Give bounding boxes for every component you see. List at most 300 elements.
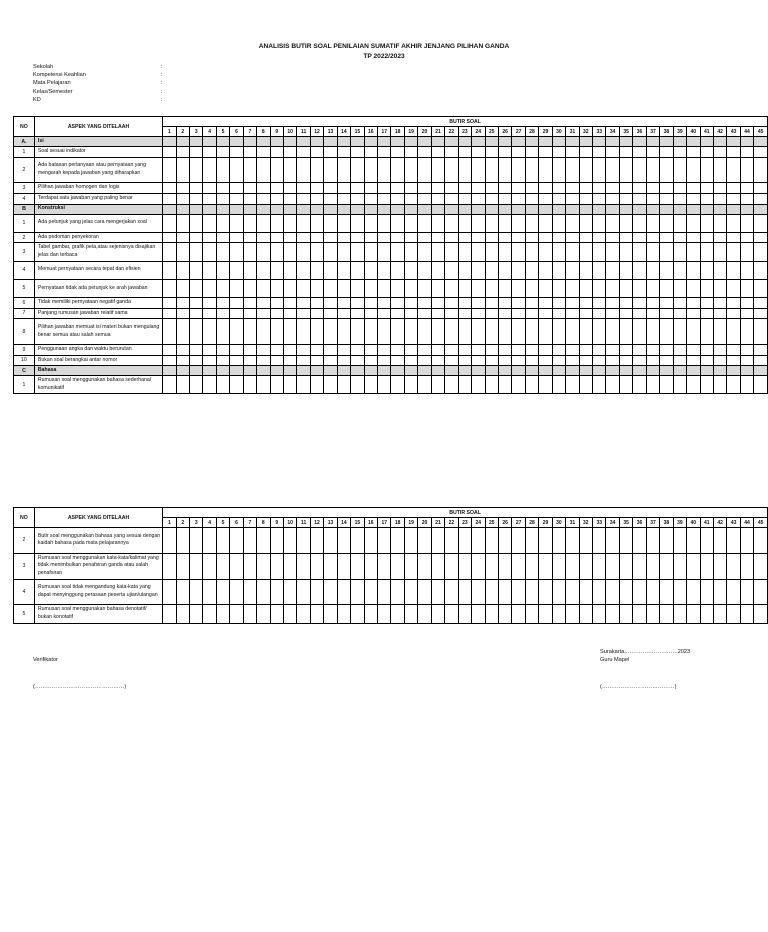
check-cell[interactable] xyxy=(673,355,686,366)
check-cell[interactable] xyxy=(431,297,444,308)
check-cell[interactable] xyxy=(364,193,377,204)
check-cell[interactable] xyxy=(754,137,768,147)
check-cell[interactable] xyxy=(364,279,377,297)
check-cell[interactable] xyxy=(351,232,364,243)
check-cell[interactable] xyxy=(646,183,659,194)
check-cell[interactable] xyxy=(337,147,350,158)
check-cell[interactable] xyxy=(713,528,726,554)
check-cell[interactable] xyxy=(337,232,350,243)
check-cell[interactable] xyxy=(163,297,176,308)
check-cell[interactable] xyxy=(619,147,632,158)
check-cell[interactable] xyxy=(163,204,176,214)
check-cell[interactable] xyxy=(485,137,498,147)
check-cell[interactable] xyxy=(404,319,417,345)
check-cell[interactable] xyxy=(445,579,458,605)
check-cell[interactable] xyxy=(485,214,498,232)
check-cell[interactable] xyxy=(243,279,256,297)
check-cell[interactable] xyxy=(216,204,229,214)
check-cell[interactable] xyxy=(203,147,216,158)
check-cell[interactable] xyxy=(579,344,592,355)
check-cell[interactable] xyxy=(633,243,646,261)
check-cell[interactable] xyxy=(257,137,270,147)
check-cell[interactable] xyxy=(190,204,203,214)
check-cell[interactable] xyxy=(297,279,310,297)
check-cell[interactable] xyxy=(673,193,686,204)
check-cell[interactable] xyxy=(673,204,686,214)
check-cell[interactable] xyxy=(230,319,243,345)
check-cell[interactable] xyxy=(216,297,229,308)
check-cell[interactable] xyxy=(391,183,404,194)
check-cell[interactable] xyxy=(283,204,296,214)
check-cell[interactable] xyxy=(566,147,579,158)
check-cell[interactable] xyxy=(190,579,203,605)
check-cell[interactable] xyxy=(324,376,337,394)
check-cell[interactable] xyxy=(163,214,176,232)
check-cell[interactable] xyxy=(283,157,296,183)
check-cell[interactable] xyxy=(418,553,431,579)
check-cell[interactable] xyxy=(176,204,189,214)
check-cell[interactable] xyxy=(713,232,726,243)
check-cell[interactable] xyxy=(203,355,216,366)
check-cell[interactable] xyxy=(687,297,700,308)
check-cell[interactable] xyxy=(257,366,270,376)
check-cell[interactable] xyxy=(512,137,525,147)
check-cell[interactable] xyxy=(445,355,458,366)
check-cell[interactable] xyxy=(525,579,538,605)
check-cell[interactable] xyxy=(606,344,619,355)
check-cell[interactable] xyxy=(283,297,296,308)
check-cell[interactable] xyxy=(364,243,377,261)
check-cell[interactable] xyxy=(378,214,391,232)
check-cell[interactable] xyxy=(351,297,364,308)
check-cell[interactable] xyxy=(606,243,619,261)
check-cell[interactable] xyxy=(190,147,203,158)
check-cell[interactable] xyxy=(593,528,606,554)
check-cell[interactable] xyxy=(687,157,700,183)
check-cell[interactable] xyxy=(431,204,444,214)
check-cell[interactable] xyxy=(700,183,713,194)
check-cell[interactable] xyxy=(498,297,511,308)
check-cell[interactable] xyxy=(190,297,203,308)
check-cell[interactable] xyxy=(498,553,511,579)
check-cell[interactable] xyxy=(593,261,606,279)
check-cell[interactable] xyxy=(297,344,310,355)
check-cell[interactable] xyxy=(364,344,377,355)
check-cell[interactable] xyxy=(485,261,498,279)
check-cell[interactable] xyxy=(176,193,189,204)
check-cell[interactable] xyxy=(512,261,525,279)
check-cell[interactable] xyxy=(297,243,310,261)
check-cell[interactable] xyxy=(498,193,511,204)
check-cell[interactable] xyxy=(579,137,592,147)
check-cell[interactable] xyxy=(700,528,713,554)
check-cell[interactable] xyxy=(163,308,176,319)
check-cell[interactable] xyxy=(727,553,740,579)
check-cell[interactable] xyxy=(190,279,203,297)
check-cell[interactable] xyxy=(391,157,404,183)
check-cell[interactable] xyxy=(257,376,270,394)
check-cell[interactable] xyxy=(324,355,337,366)
check-cell[interactable] xyxy=(713,193,726,204)
check-cell[interactable] xyxy=(552,147,565,158)
check-cell[interactable] xyxy=(163,366,176,376)
check-cell[interactable] xyxy=(498,261,511,279)
check-cell[interactable] xyxy=(687,528,700,554)
check-cell[interactable] xyxy=(713,243,726,261)
check-cell[interactable] xyxy=(525,193,538,204)
check-cell[interactable] xyxy=(646,319,659,345)
check-cell[interactable] xyxy=(539,297,552,308)
check-cell[interactable] xyxy=(176,605,189,623)
check-cell[interactable] xyxy=(310,137,323,147)
check-cell[interactable] xyxy=(270,528,283,554)
check-cell[interactable] xyxy=(512,344,525,355)
check-cell[interactable] xyxy=(364,204,377,214)
check-cell[interactable] xyxy=(378,579,391,605)
check-cell[interactable] xyxy=(391,243,404,261)
check-cell[interactable] xyxy=(512,279,525,297)
check-cell[interactable] xyxy=(351,147,364,158)
check-cell[interactable] xyxy=(257,232,270,243)
check-cell[interactable] xyxy=(619,214,632,232)
check-cell[interactable] xyxy=(485,553,498,579)
check-cell[interactable] xyxy=(176,344,189,355)
check-cell[interactable] xyxy=(243,579,256,605)
check-cell[interactable] xyxy=(257,344,270,355)
check-cell[interactable] xyxy=(579,319,592,345)
check-cell[interactable] xyxy=(243,376,256,394)
check-cell[interactable] xyxy=(566,214,579,232)
check-cell[interactable] xyxy=(498,528,511,554)
check-cell[interactable] xyxy=(337,261,350,279)
check-cell[interactable] xyxy=(163,261,176,279)
check-cell[interactable] xyxy=(485,579,498,605)
check-cell[interactable] xyxy=(727,137,740,147)
check-cell[interactable] xyxy=(512,204,525,214)
check-cell[interactable] xyxy=(713,183,726,194)
check-cell[interactable] xyxy=(660,232,673,243)
check-cell[interactable] xyxy=(310,297,323,308)
check-cell[interactable] xyxy=(230,366,243,376)
check-cell[interactable] xyxy=(391,366,404,376)
check-cell[interactable] xyxy=(660,319,673,345)
check-cell[interactable] xyxy=(552,137,565,147)
check-cell[interactable] xyxy=(243,193,256,204)
check-cell[interactable] xyxy=(660,157,673,183)
check-cell[interactable] xyxy=(378,605,391,623)
check-cell[interactable] xyxy=(673,308,686,319)
check-cell[interactable] xyxy=(216,344,229,355)
check-cell[interactable] xyxy=(364,366,377,376)
check-cell[interactable] xyxy=(230,261,243,279)
check-cell[interactable] xyxy=(257,355,270,366)
check-cell[interactable] xyxy=(687,147,700,158)
check-cell[interactable] xyxy=(619,279,632,297)
check-cell[interactable] xyxy=(337,308,350,319)
check-cell[interactable] xyxy=(660,279,673,297)
check-cell[interactable] xyxy=(539,319,552,345)
check-cell[interactable] xyxy=(566,528,579,554)
check-cell[interactable] xyxy=(190,366,203,376)
check-cell[interactable] xyxy=(660,528,673,554)
check-cell[interactable] xyxy=(472,319,485,345)
check-cell[interactable] xyxy=(257,319,270,345)
check-cell[interactable] xyxy=(727,308,740,319)
check-cell[interactable] xyxy=(593,137,606,147)
check-cell[interactable] xyxy=(713,214,726,232)
check-cell[interactable] xyxy=(633,214,646,232)
check-cell[interactable] xyxy=(324,183,337,194)
check-cell[interactable] xyxy=(754,147,768,158)
check-cell[interactable] xyxy=(606,355,619,366)
check-cell[interactable] xyxy=(593,579,606,605)
check-cell[interactable] xyxy=(539,261,552,279)
check-cell[interactable] xyxy=(230,553,243,579)
check-cell[interactable] xyxy=(310,376,323,394)
check-cell[interactable] xyxy=(445,261,458,279)
check-cell[interactable] xyxy=(727,183,740,194)
check-cell[interactable] xyxy=(270,157,283,183)
check-cell[interactable] xyxy=(633,366,646,376)
check-cell[interactable] xyxy=(498,308,511,319)
check-cell[interactable] xyxy=(270,605,283,623)
check-cell[interactable] xyxy=(512,605,525,623)
check-cell[interactable] xyxy=(539,376,552,394)
check-cell[interactable] xyxy=(727,147,740,158)
check-cell[interactable] xyxy=(539,147,552,158)
check-cell[interactable] xyxy=(552,279,565,297)
check-cell[interactable] xyxy=(176,183,189,194)
check-cell[interactable] xyxy=(337,297,350,308)
check-cell[interactable] xyxy=(190,183,203,194)
check-cell[interactable] xyxy=(633,344,646,355)
check-cell[interactable] xyxy=(404,147,417,158)
check-cell[interactable] xyxy=(364,579,377,605)
check-cell[interactable] xyxy=(633,579,646,605)
check-cell[interactable] xyxy=(646,232,659,243)
check-cell[interactable] xyxy=(472,279,485,297)
check-cell[interactable] xyxy=(700,366,713,376)
check-cell[interactable] xyxy=(740,528,753,554)
check-cell[interactable] xyxy=(727,528,740,554)
check-cell[interactable] xyxy=(525,376,538,394)
check-cell[interactable] xyxy=(713,344,726,355)
check-cell[interactable] xyxy=(566,579,579,605)
check-cell[interactable] xyxy=(391,376,404,394)
check-cell[interactable] xyxy=(176,147,189,158)
check-cell[interactable] xyxy=(673,183,686,194)
check-cell[interactable] xyxy=(593,605,606,623)
check-cell[interactable] xyxy=(633,279,646,297)
check-cell[interactable] xyxy=(351,355,364,366)
check-cell[interactable] xyxy=(297,528,310,554)
check-cell[interactable] xyxy=(283,376,296,394)
check-cell[interactable] xyxy=(243,214,256,232)
check-cell[interactable] xyxy=(512,243,525,261)
check-cell[interactable] xyxy=(270,579,283,605)
check-cell[interactable] xyxy=(512,193,525,204)
check-cell[interactable] xyxy=(283,183,296,194)
check-cell[interactable] xyxy=(606,528,619,554)
check-cell[interactable] xyxy=(619,366,632,376)
check-cell[interactable] xyxy=(190,243,203,261)
check-cell[interactable] xyxy=(431,319,444,345)
check-cell[interactable] xyxy=(619,355,632,366)
check-cell[interactable] xyxy=(606,366,619,376)
check-cell[interactable] xyxy=(646,243,659,261)
check-cell[interactable] xyxy=(418,355,431,366)
check-cell[interactable] xyxy=(552,553,565,579)
check-cell[interactable] xyxy=(445,147,458,158)
check-cell[interactable] xyxy=(176,214,189,232)
check-cell[interactable] xyxy=(566,605,579,623)
check-cell[interactable] xyxy=(727,232,740,243)
check-cell[interactable] xyxy=(310,183,323,194)
check-cell[interactable] xyxy=(700,344,713,355)
check-cell[interactable] xyxy=(431,243,444,261)
check-cell[interactable] xyxy=(337,579,350,605)
check-cell[interactable] xyxy=(579,297,592,308)
check-cell[interactable] xyxy=(646,279,659,297)
check-cell[interactable] xyxy=(740,147,753,158)
check-cell[interactable] xyxy=(458,376,471,394)
check-cell[interactable] xyxy=(310,279,323,297)
check-cell[interactable] xyxy=(431,366,444,376)
check-cell[interactable] xyxy=(498,279,511,297)
check-cell[interactable] xyxy=(633,553,646,579)
check-cell[interactable] xyxy=(606,214,619,232)
check-cell[interactable] xyxy=(687,605,700,623)
check-cell[interactable] xyxy=(539,214,552,232)
check-cell[interactable] xyxy=(727,376,740,394)
check-cell[interactable] xyxy=(740,279,753,297)
check-cell[interactable] xyxy=(687,214,700,232)
check-cell[interactable] xyxy=(633,319,646,345)
check-cell[interactable] xyxy=(378,553,391,579)
check-cell[interactable] xyxy=(337,528,350,554)
check-cell[interactable] xyxy=(687,366,700,376)
check-cell[interactable] xyxy=(539,553,552,579)
check-cell[interactable] xyxy=(606,279,619,297)
check-cell[interactable] xyxy=(283,214,296,232)
check-cell[interactable] xyxy=(404,261,417,279)
check-cell[interactable] xyxy=(566,344,579,355)
check-cell[interactable] xyxy=(230,193,243,204)
check-cell[interactable] xyxy=(525,214,538,232)
check-cell[interactable] xyxy=(525,344,538,355)
check-cell[interactable] xyxy=(270,183,283,194)
check-cell[interactable] xyxy=(606,261,619,279)
check-cell[interactable] xyxy=(203,366,216,376)
check-cell[interactable] xyxy=(740,308,753,319)
check-cell[interactable] xyxy=(498,204,511,214)
check-cell[interactable] xyxy=(364,308,377,319)
check-cell[interactable] xyxy=(445,344,458,355)
check-cell[interactable] xyxy=(552,297,565,308)
check-cell[interactable] xyxy=(498,147,511,158)
check-cell[interactable] xyxy=(176,279,189,297)
check-cell[interactable] xyxy=(270,214,283,232)
check-cell[interactable] xyxy=(378,243,391,261)
check-cell[interactable] xyxy=(458,279,471,297)
check-cell[interactable] xyxy=(552,579,565,605)
check-cell[interactable] xyxy=(606,204,619,214)
check-cell[interactable] xyxy=(458,579,471,605)
check-cell[interactable] xyxy=(525,279,538,297)
check-cell[interactable] xyxy=(310,366,323,376)
check-cell[interactable] xyxy=(472,355,485,366)
check-cell[interactable] xyxy=(283,243,296,261)
check-cell[interactable] xyxy=(660,355,673,366)
check-cell[interactable] xyxy=(633,605,646,623)
check-cell[interactable] xyxy=(687,553,700,579)
check-cell[interactable] xyxy=(270,261,283,279)
check-cell[interactable] xyxy=(512,366,525,376)
check-cell[interactable] xyxy=(324,147,337,158)
check-cell[interactable] xyxy=(351,308,364,319)
check-cell[interactable] xyxy=(163,232,176,243)
check-cell[interactable] xyxy=(445,243,458,261)
check-cell[interactable] xyxy=(485,183,498,194)
check-cell[interactable] xyxy=(498,579,511,605)
check-cell[interactable] xyxy=(525,183,538,194)
check-cell[interactable] xyxy=(418,376,431,394)
check-cell[interactable] xyxy=(163,553,176,579)
check-cell[interactable] xyxy=(283,137,296,147)
check-cell[interactable] xyxy=(673,279,686,297)
check-cell[interactable] xyxy=(418,214,431,232)
check-cell[interactable] xyxy=(378,157,391,183)
check-cell[interactable] xyxy=(619,319,632,345)
check-cell[interactable] xyxy=(310,605,323,623)
check-cell[interactable] xyxy=(552,232,565,243)
check-cell[interactable] xyxy=(203,137,216,147)
check-cell[interactable] xyxy=(270,553,283,579)
check-cell[interactable] xyxy=(203,243,216,261)
check-cell[interactable] xyxy=(283,605,296,623)
check-cell[interactable] xyxy=(176,137,189,147)
check-cell[interactable] xyxy=(190,232,203,243)
check-cell[interactable] xyxy=(525,137,538,147)
check-cell[interactable] xyxy=(445,137,458,147)
check-cell[interactable] xyxy=(673,243,686,261)
check-cell[interactable] xyxy=(566,319,579,345)
check-cell[interactable] xyxy=(512,308,525,319)
check-cell[interactable] xyxy=(445,232,458,243)
check-cell[interactable] xyxy=(512,232,525,243)
check-cell[interactable] xyxy=(337,137,350,147)
check-cell[interactable] xyxy=(713,376,726,394)
check-cell[interactable] xyxy=(257,261,270,279)
check-cell[interactable] xyxy=(243,366,256,376)
check-cell[interactable] xyxy=(337,204,350,214)
check-cell[interactable] xyxy=(606,308,619,319)
check-cell[interactable] xyxy=(364,261,377,279)
check-cell[interactable] xyxy=(472,376,485,394)
check-cell[interactable] xyxy=(297,355,310,366)
check-cell[interactable] xyxy=(700,193,713,204)
check-cell[interactable] xyxy=(283,232,296,243)
check-cell[interactable] xyxy=(727,261,740,279)
check-cell[interactable] xyxy=(391,308,404,319)
check-cell[interactable] xyxy=(472,297,485,308)
check-cell[interactable] xyxy=(431,261,444,279)
check-cell[interactable] xyxy=(163,605,176,623)
check-cell[interactable] xyxy=(687,232,700,243)
check-cell[interactable] xyxy=(566,243,579,261)
check-cell[interactable] xyxy=(203,297,216,308)
check-cell[interactable] xyxy=(619,376,632,394)
